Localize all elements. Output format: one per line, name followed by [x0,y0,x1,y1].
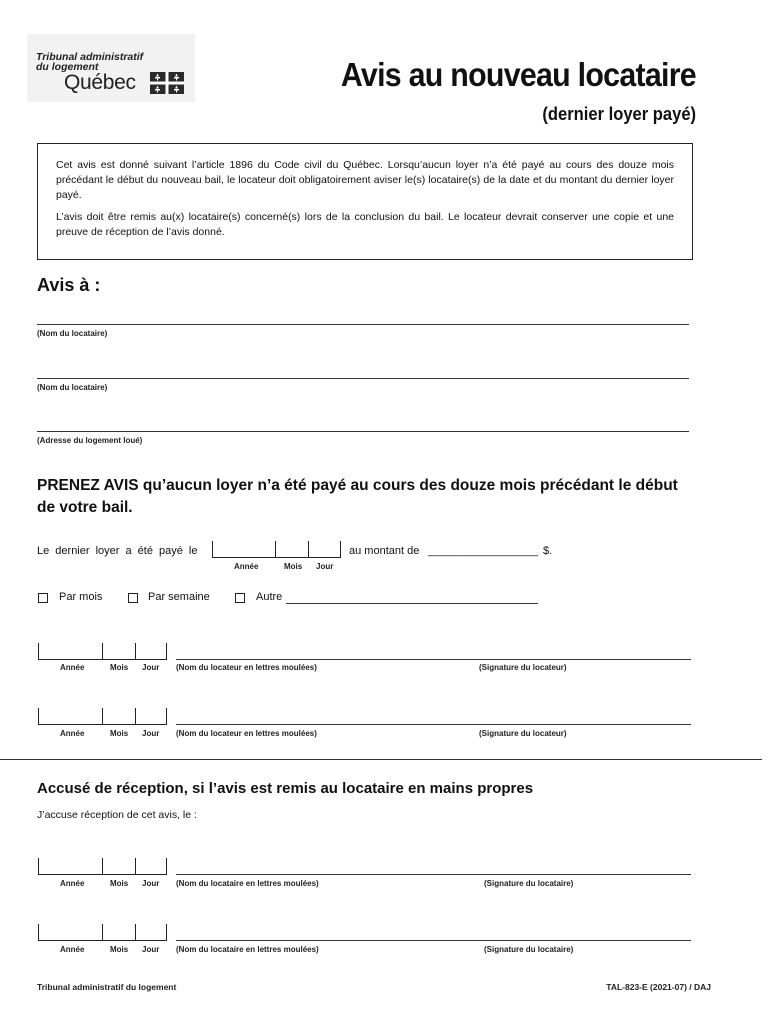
date-month-label: Mois [110,663,129,672]
dwelling-address-field[interactable] [37,431,689,432]
page-subtitle: (dernier loyer payé) [542,104,696,124]
landlord-name-signature-field-1[interactable] [176,659,691,660]
fleur-de-lis-flag-icon [150,72,184,94]
other-frequency-field[interactable] [286,603,538,604]
section-divider [0,759,762,760]
date-separator [308,541,309,558]
date-day-label: Jour [142,729,160,738]
dwelling-address-label: (Adresse du logement loué) [37,436,143,445]
date-month-label: Mois [284,562,303,571]
date-separator [340,541,341,558]
landlord-name-label-1: (Nom du locateur en lettres moulées) [176,663,317,672]
tenant-name-signature-field-1[interactable] [176,874,691,875]
logo-wordmark: Québec [64,71,136,94]
date-day-label: Jour [316,562,334,571]
tenant-name-label-1: (Nom du locataire) [37,329,108,338]
date-separator [102,708,103,725]
date-separator [102,924,103,941]
date-separator [102,643,103,660]
date-separator [135,924,136,941]
date-month-label: Mois [110,945,129,954]
notice-statement: PRENEZ AVIS qu’aucun loyer n’a été payé au cours des douze mois précédant le début de votre bail. [37,477,678,516]
footer-organization: Tribunal administratif du logement [37,982,177,992]
date-day-label: Jour [142,945,160,954]
intro-box [37,143,693,260]
date-month-label: Mois [110,729,129,738]
date-separator [275,541,276,558]
tenant-name-field-2[interactable] [37,378,689,379]
date-month-label: Mois [110,879,129,888]
date-year-label: Année [60,729,85,738]
date-year-label: Année [60,945,85,954]
landlord-signature-label-2: (Signature du locateur) [479,729,567,738]
amount-field[interactable]: __________________ [428,545,539,557]
last-rent-prefix: Le dernier loyer a été payé le [37,545,198,557]
other-checkbox[interactable] [235,593,245,603]
date-year-label: Année [234,562,259,571]
tenant-printed-name-label-1: (Nom du locataire en lettres moulées) [176,879,319,888]
landlord-name-label-2: (Nom du locateur en lettres moulées) [176,729,317,738]
weekly-checkbox[interactable] [128,593,138,603]
other-label: Autre [256,591,283,603]
date-separator [166,708,167,725]
date-separator [166,924,167,941]
footer-form-code: TAL-823-E (2021-07) / DAJ [606,982,711,992]
tenant-name-field-1[interactable] [37,324,689,325]
amount-prefix: au montant de [349,545,420,557]
monthly-checkbox[interactable] [38,593,48,603]
recipient-heading: Avis à : [37,275,101,295]
acknowledgement-heading: Accusé de réception, si l’avis est remis au locataire en mains propres [37,780,534,797]
intro-paragraph-1: Cet avis est donné suivant l’article 1896 du Code civil du Québec. Lorsqu’aucun loyer n’a été payé au cours des douze mois précédant le début du nouveau bail, le locateur doit obligatoirement aviser le(s) locataire(s) de la date et du montant du dernier loyer payé. [56,159,674,201]
date-separator [135,643,136,660]
logo-line-1: Tribunal administratif [36,51,144,63]
date-year-label: Année [60,663,85,672]
date-separator [135,858,136,875]
date-year-label: Année [60,879,85,888]
tenant-printed-name-label-2: (Nom du locataire en lettres moulées) [176,945,319,954]
tenant-name-signature-field-2[interactable] [176,940,691,941]
logo-line-2: du logement [36,61,99,73]
intro-paragraph-2: L’avis doit être remis au(x) locataire(s) concerné(s) lors de la conclusion du bail. Le locateur devrait conserver une copie et une preuve de réception de l’avis donné. [56,211,674,238]
date-separator [166,858,167,875]
tenant-signature-label-2: (Signature du locataire) [484,945,574,954]
weekly-label: Par semaine [148,591,210,603]
acknowledgement-statement: J’accuse réception de cet avis, le : [37,809,197,821]
date-separator [166,643,167,660]
tenant-name-label-2: (Nom du locataire) [37,383,108,392]
date-separator [102,858,103,875]
monthly-label: Par mois [59,591,103,603]
date-day-label: Jour [142,663,160,672]
date-separator [135,708,136,725]
page-title: Avis au nouveau locataire [340,56,696,93]
landlord-signature-label-1: (Signature du locateur) [479,663,567,672]
currency-label: $. [543,545,553,557]
last-rent-date-field[interactable] [212,541,341,558]
date-day-label: Jour [142,879,160,888]
landlord-name-signature-field-2[interactable] [176,724,691,725]
tenant-signature-label-1: (Signature du locataire) [484,879,574,888]
